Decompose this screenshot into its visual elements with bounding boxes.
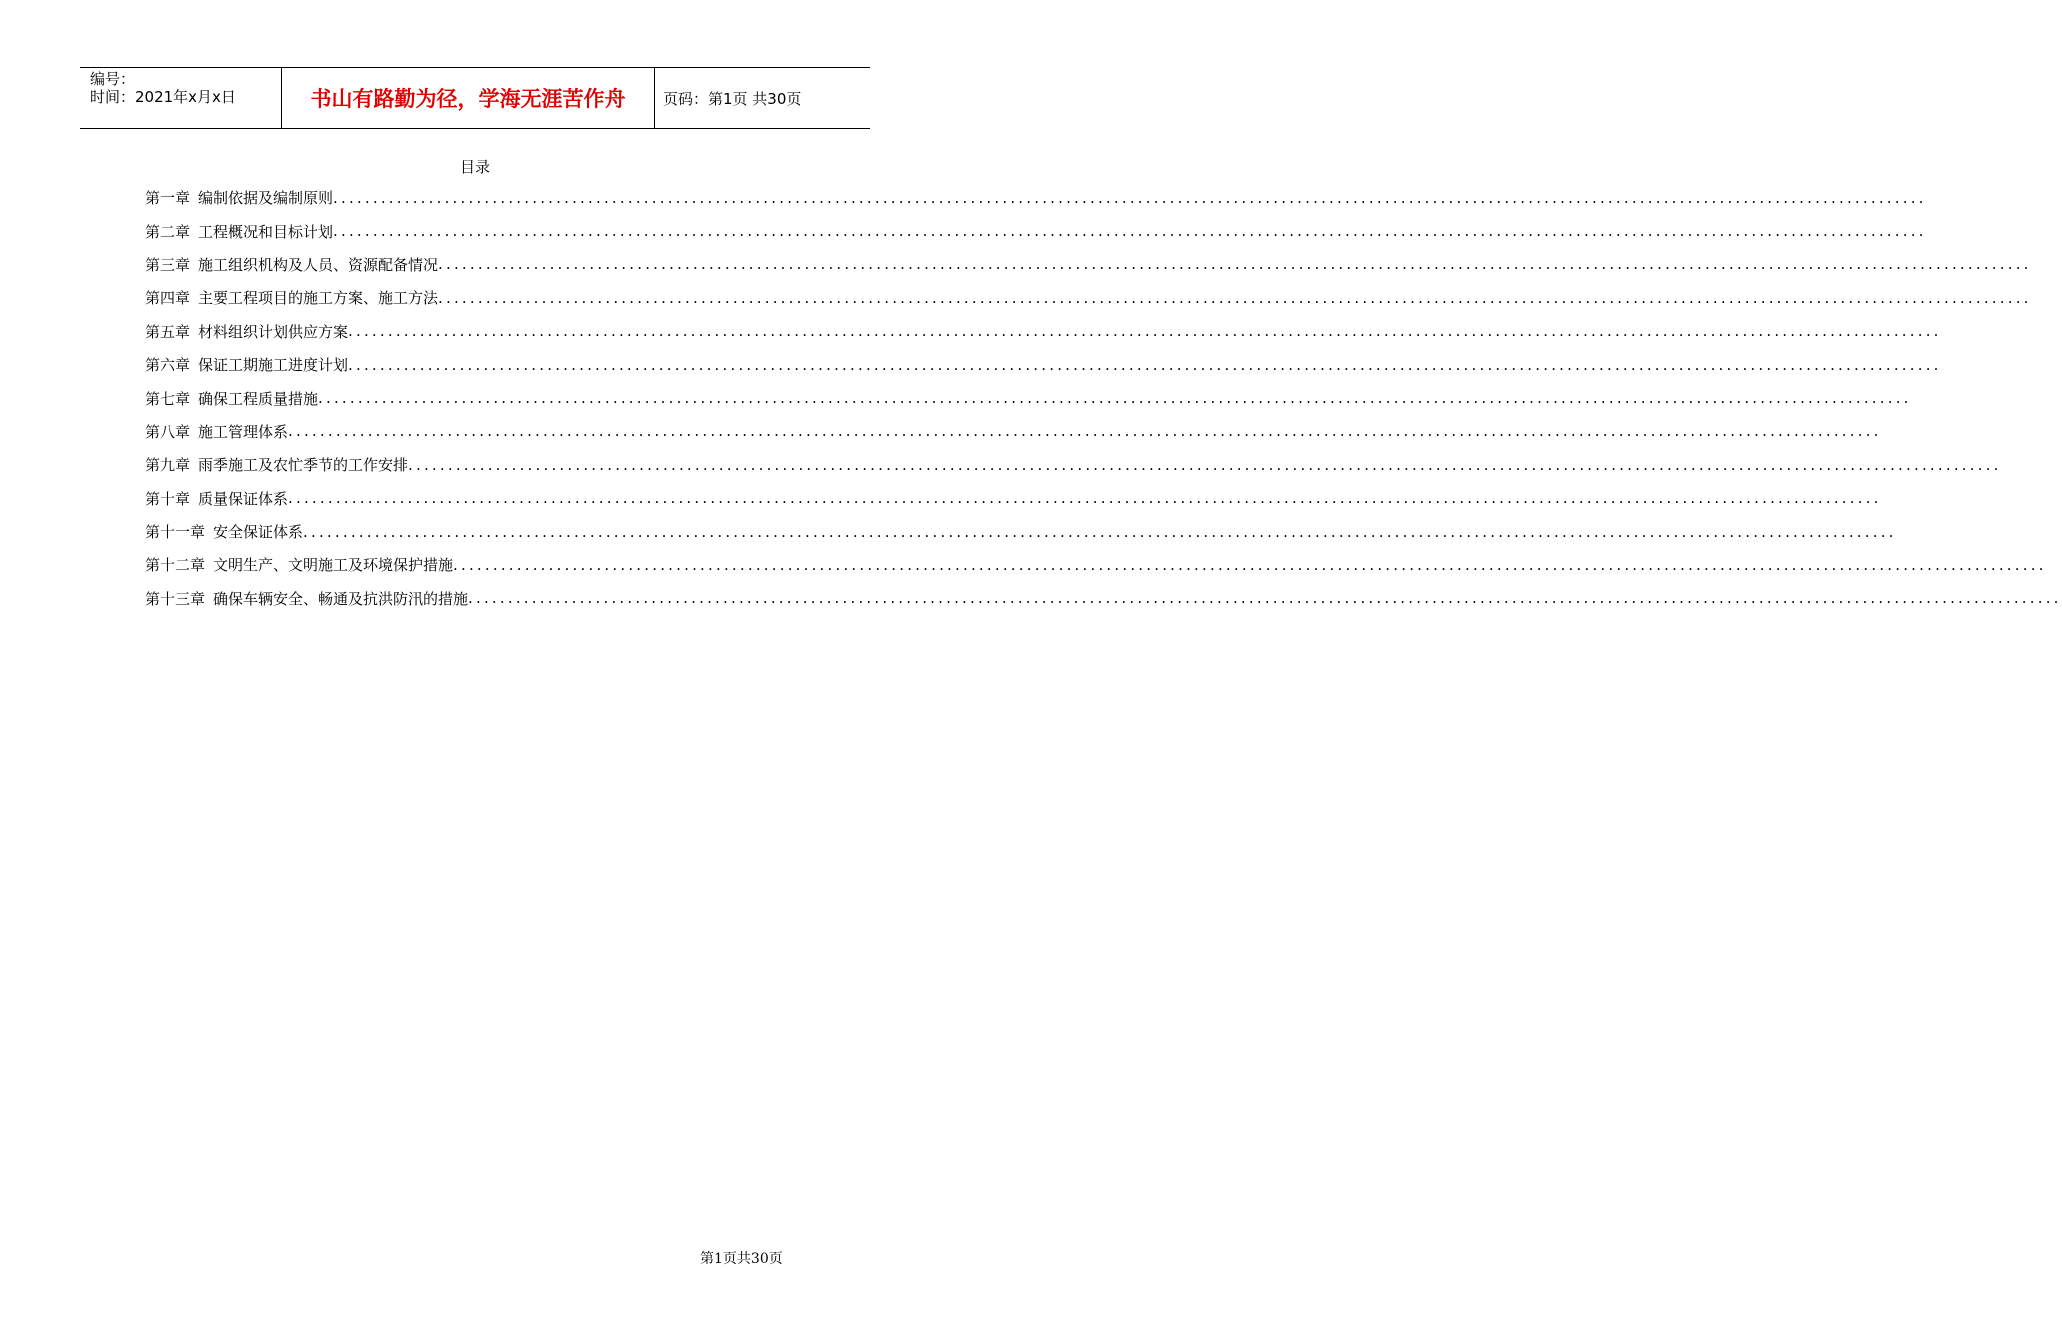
toc-dot-leader: ........................................................................................................................................................................................................ [318, 389, 1912, 408]
toc-chapter-number: 第十三章 [145, 589, 206, 608]
number-label: 编号： [90, 70, 136, 88]
document-header [80, 67, 870, 129]
toc-item[interactable] [145, 448, 2002, 481]
toc-dot-leader: ........................................................................................................................................................................................................ [438, 255, 2032, 274]
toc-dot-leader: ........................................................................................................................................................................................................ [408, 455, 2002, 474]
toc-chapter-number: 第二章 [145, 222, 191, 241]
toc-chapter-number: 第一章 [145, 189, 191, 208]
toc-chapter-number: 第五章 [145, 322, 191, 341]
toc-chapter-number: 第六章 [145, 356, 191, 375]
toc-dot-leader: ........................................................................................................................................................................................................ [333, 222, 1927, 241]
toc-dot-leader: ........................................................................................................................................................................................................ [348, 355, 1942, 374]
header-motto-cell [282, 68, 655, 128]
toc-dot-leader: ........................................................................................................................................................................................................ [438, 288, 2032, 307]
toc-item[interactable] [145, 415, 1882, 448]
toc-item[interactable] [145, 214, 1927, 247]
toc-chapter-title: 文明生产、文明施工及环境保护措施 [213, 556, 454, 575]
toc-dot-leader: ........................................................................................................................................................................................................ [348, 322, 1942, 341]
toc-dot-leader: ........................................................................................................................................................................................................ [288, 489, 1882, 508]
toc-chapter-number: 第八章 [145, 422, 191, 441]
toc-chapter-title: 雨季施工及农忙季节的工作安排 [198, 456, 409, 475]
toc-dot-leader: ........................................................................................................................................................................................................ [288, 422, 1882, 441]
toc-chapter-title: 施工管理体系 [198, 422, 289, 441]
table-of-contents [145, 181, 2062, 615]
toc-chapter-title: 确保工程质量措施 [198, 389, 319, 408]
toc-item[interactable] [145, 348, 1942, 381]
toc-chapter-number: 第十章 [145, 489, 191, 508]
toc-item[interactable] [145, 548, 2047, 581]
toc-chapter-title: 安全保证体系 [213, 523, 304, 542]
toc-item[interactable] [145, 248, 2032, 281]
page-code: 页码：第1页 共30页 [663, 89, 802, 108]
toc-item[interactable] [145, 281, 2032, 314]
toc-chapter-title: 材料组织计划供应方案 [198, 322, 349, 341]
toc-item[interactable] [145, 381, 1912, 414]
toc-chapter-title: 工程概况和目标计划 [198, 222, 334, 241]
toc-item[interactable] [145, 582, 2062, 615]
toc-item[interactable] [145, 515, 1897, 548]
toc-chapter-number: 第七章 [145, 389, 191, 408]
toc-chapter-title: 保证工期施工进度计划 [198, 356, 349, 375]
toc-chapter-number: 第三章 [145, 255, 191, 274]
toc-item[interactable] [145, 482, 1882, 515]
page-footer: 第1页共30页 [700, 1251, 783, 1267]
toc-chapter-title: 质量保证体系 [198, 489, 289, 508]
toc-title: 目录 [459, 158, 490, 176]
motto-text: 书山有路勤为径，学海无涯苦作舟 [310, 87, 626, 111]
header-meta-cell [80, 68, 282, 128]
toc-chapter-title: 编制依据及编制原则 [198, 189, 334, 208]
time-label: 时间：2021年x月x日 [90, 88, 236, 106]
toc-dot-leader: ........................................................................................................................................................................................................ [468, 589, 2062, 608]
toc-dot-leader: ........................................................................................................................................................................................................ [333, 188, 1927, 207]
toc-dot-leader: ........................................................................................................................................................................................................ [303, 522, 1897, 541]
toc-dot-leader: ........................................................................................................................................................................................................ [453, 555, 2047, 574]
toc-chapter-title: 确保车辆安全、畅通及抗洪防汛的措施 [213, 589, 469, 608]
header-page-cell [655, 68, 870, 128]
toc-item[interactable] [145, 181, 1927, 214]
toc-chapter-number: 第九章 [145, 456, 191, 475]
toc-chapter-number: 第十一章 [145, 523, 206, 542]
toc-item[interactable] [145, 315, 1942, 348]
toc-chapter-number: 第四章 [145, 289, 191, 308]
toc-chapter-number: 第十二章 [145, 556, 206, 575]
toc-chapter-title: 施工组织机构及人员、资源配备情况 [198, 255, 439, 274]
toc-chapter-title: 主要工程项目的施工方案、施工方法 [198, 289, 439, 308]
